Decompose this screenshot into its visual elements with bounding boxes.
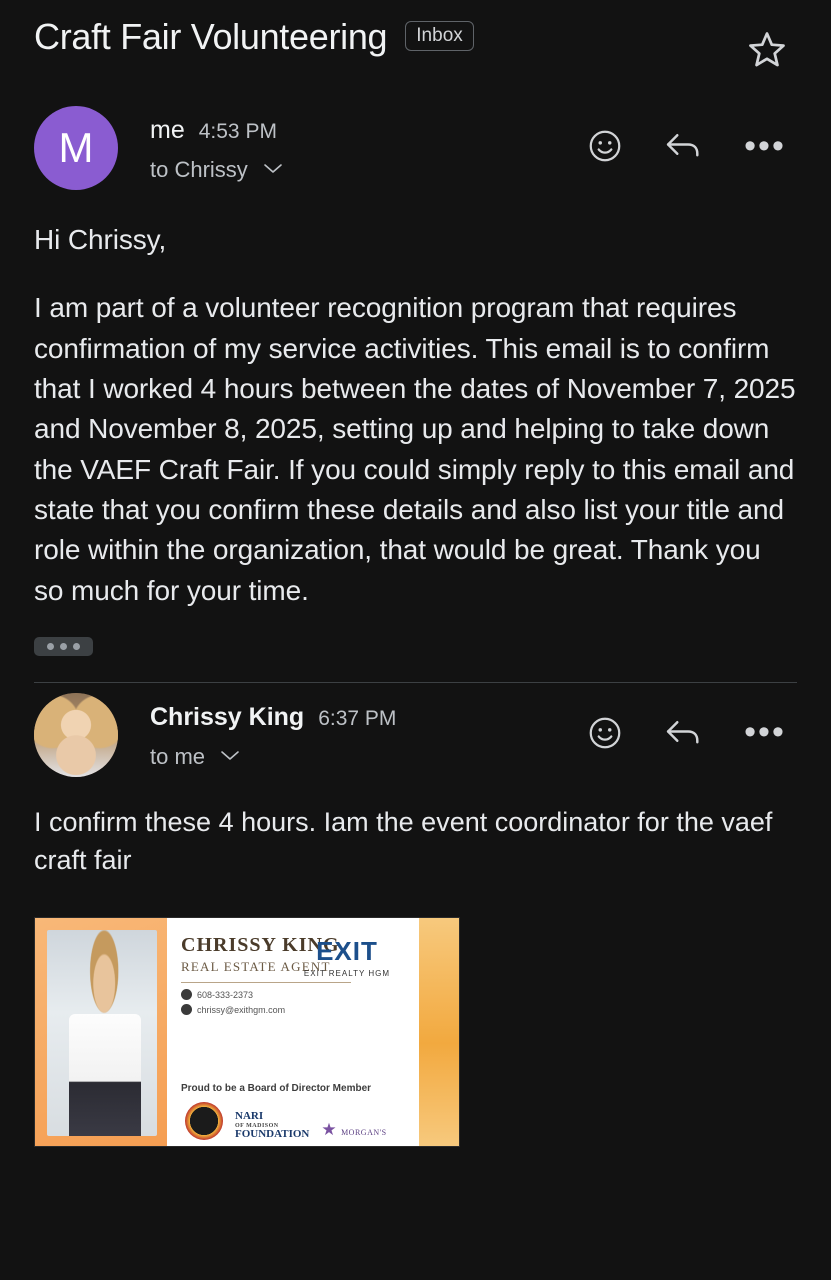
signature-proud-line: Proud to be a Board of Director Member [181, 1083, 372, 1095]
reply-icon[interactable] [663, 124, 707, 168]
body-paragraph: I am part of a volunteer recognition program that requires confirmation of my service activities. This email is to confirm that I worked 4 hours between the dates of November 7, 2025 and November 8, 2025, setting up and helping to take down the VAEF Craft Fair. If you could simply reply to this email and state that you confirm these details and also list your title and role within the organization, that would be great. Thank you so much for your time. [34, 292, 796, 606]
message-time: 4:53 PM [198, 120, 277, 143]
thread-header [0, 0, 831, 96]
signature-divider [181, 982, 351, 983]
avatar[interactable] [34, 106, 118, 190]
envelope-icon [181, 1004, 192, 1015]
message-item[interactable] [0, 683, 831, 1148]
message-header [34, 683, 797, 777]
sender-name: Chrissy King [150, 702, 305, 731]
reply-icon[interactable] [663, 711, 707, 755]
label-chip-inbox[interactable]: Inbox [405, 21, 473, 51]
message-time: 6:37 PM [318, 706, 397, 730]
nari-foundation-logo: NARI OF MADISON FOUNDATION [235, 1110, 310, 1140]
signature-name: CHRISSY KING [181, 934, 340, 957]
more-options-icon[interactable]: ••• [744, 713, 786, 752]
brand-name [287, 936, 407, 967]
community-logo-icon [185, 1102, 223, 1140]
page-title: Craft Fair Volunteering [34, 16, 388, 57]
body-paragraph: I confirm these 4 hours. Iam the event coordinator for the vaef craft fair [34, 806, 773, 876]
sender-name: me [150, 116, 185, 144]
subject-block [34, 14, 474, 59]
message-body [34, 190, 797, 611]
signature-portrait [35, 918, 167, 1146]
more-options-icon[interactable]: ••• [744, 126, 786, 165]
signature-image[interactable] [34, 917, 460, 1147]
message-item[interactable] [0, 96, 831, 683]
phone-icon [181, 989, 192, 1000]
message-header [34, 96, 797, 190]
avatar[interactable] [34, 693, 118, 777]
signature-email-row [181, 1004, 447, 1015]
chevron-down-icon[interactable] [262, 161, 284, 179]
brand-text: EXIT [316, 936, 378, 967]
signature-phone: 608-333-2373 [197, 989, 254, 1000]
chevron-down-icon[interactable] [219, 748, 241, 766]
signature-email: chrissy@exithgm.com [197, 1004, 286, 1015]
morgans-logo: ★ MORGAN'S [321, 1120, 387, 1140]
signature-details [167, 918, 459, 1146]
recipient-row[interactable] [150, 157, 284, 183]
message-actions [583, 106, 797, 168]
recipient-label: to Chrissy [150, 157, 248, 182]
sender-block [150, 106, 284, 183]
signature-role: REAL ESTATE AGENT [181, 959, 331, 975]
partner-logos [185, 1102, 387, 1140]
avatar-initial: M [58, 124, 94, 171]
brand-logo [287, 936, 407, 978]
message-body [34, 777, 797, 880]
star-icon[interactable] [743, 26, 791, 74]
recipient-row[interactable] [150, 744, 396, 770]
recipient-label: to me [150, 743, 206, 769]
message-actions [583, 693, 797, 755]
show-trimmed-content-button[interactable] [34, 637, 93, 656]
avatar-photo [34, 693, 118, 777]
emoji-react-icon[interactable] [583, 124, 627, 168]
sender-block [150, 693, 396, 770]
signature-phone-row [181, 989, 447, 1000]
emoji-react-icon[interactable] [583, 711, 627, 755]
body-paragraph: Hi Chrissy, [34, 224, 167, 255]
brand-subtitle: EXIT REALTY HGM [303, 969, 391, 979]
